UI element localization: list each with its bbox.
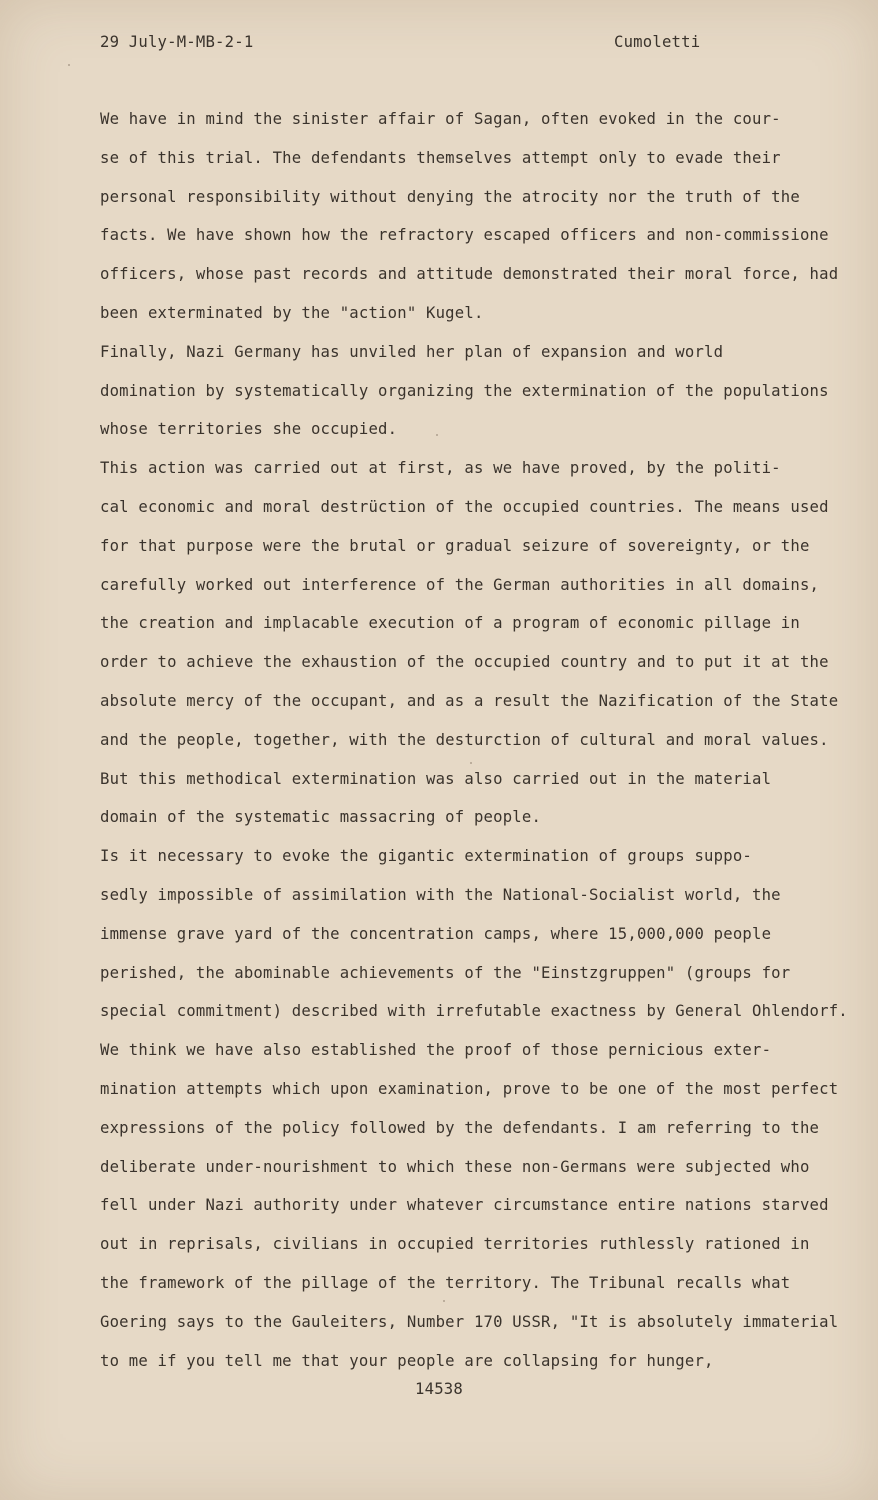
text-line: been exterminated by the "action" Kugel. bbox=[100, 303, 484, 322]
text-line: cal economic and moral destrüction of the occupied countries. The means used bbox=[100, 497, 829, 516]
text-line: the creation and implacable execution of a program of economic pillage in bbox=[100, 614, 800, 633]
text-line: But this methodical extermination was also carried out in the material bbox=[100, 769, 772, 788]
text-line: fell under Nazi authority under whatever circumstance entire nations starved bbox=[100, 1196, 829, 1215]
speaker-name: Cumoletti bbox=[614, 33, 701, 51]
text-line: facts. We have shown how the refractory escaped officers and non-commissione bbox=[100, 226, 829, 245]
text-line: immense grave yard of the concentration camps, where 15,000,000 people bbox=[100, 924, 772, 943]
text-line: se of this trial. The defendants themselves attempt only to evade their bbox=[100, 148, 781, 167]
paper-speck bbox=[470, 762, 472, 764]
text-line: order to achieve the exhaustion of the occupied country and to put it at the bbox=[100, 653, 829, 672]
paper-speck bbox=[443, 1300, 445, 1302]
text-line: and the people, together, with the desturction of cultural and moral values. bbox=[100, 730, 829, 749]
text-line: Goering says to the Gauleiters, Number 170 USSR, "It is absolutely immaterial bbox=[100, 1312, 839, 1331]
text-line: Finally, Nazi Germany has unviled her plan of expansion and world bbox=[100, 342, 724, 361]
text-line: out in reprisals, civilians in occupied territories ruthlessly rationed in bbox=[100, 1235, 810, 1254]
text-line: Is it necessary to evoke the gigantic extermination of groups suppo- bbox=[100, 847, 752, 866]
document-reference: 29 July-M-MB-2-1 bbox=[100, 33, 254, 51]
text-line: perished, the abominable achievements of the "Einstzgruppen" (groups for bbox=[100, 963, 791, 982]
paper-speck bbox=[436, 434, 438, 436]
text-line: We have in mind the sinister affair of Sagan, often evoked in the cour- bbox=[100, 110, 781, 128]
text-line: domain of the systematic massacring of people. bbox=[100, 808, 542, 827]
page-number: 14538 bbox=[415, 1380, 463, 1398]
text-line: mination attempts which upon examination, prove to be one of the most perfect bbox=[100, 1079, 839, 1098]
text-line: expressions of the policy followed by the defendants. I am referring to the bbox=[100, 1118, 820, 1137]
text-line: whose territories she occupied. bbox=[100, 420, 398, 439]
text-line: to me if you tell me that your people are collapsing for hunger, bbox=[100, 1351, 714, 1370]
text-line: domination by systematically organizing the extermination of the populations bbox=[100, 381, 829, 400]
text-line: the framework of the pillage of the territory. The Tribunal recalls what bbox=[100, 1273, 791, 1292]
text-line: for that purpose were the brutal or gradual seizure of sovereignty, or the bbox=[100, 536, 810, 555]
text-line: absolute mercy of the occupant, and as a result the Nazification of the State bbox=[100, 691, 839, 710]
text-line: deliberate under-nourishment to which these non-Germans were subjected who bbox=[100, 1157, 810, 1176]
text-line: carefully worked out interference of the German authorities in all domains, bbox=[100, 575, 820, 594]
text-line: We think we have also established the proof of those pernicious exter- bbox=[100, 1041, 772, 1060]
transcript-body bbox=[100, 105, 848, 1385]
text-line: special commitment) described with irrefutable exactness by General Ohlendorf. bbox=[100, 1002, 848, 1021]
text-line: This action was carried out at first, as we have proved, by the politi- bbox=[100, 459, 781, 478]
paper-speck bbox=[68, 64, 70, 66]
text-line: sedly impossible of assimilation with the National-Socialist world, the bbox=[100, 885, 781, 904]
text-line: personal responsibility without denying the atrocity nor the truth of the bbox=[100, 187, 800, 206]
text-line: officers, whose past records and attitude demonstrated their moral force, had bbox=[100, 265, 839, 284]
